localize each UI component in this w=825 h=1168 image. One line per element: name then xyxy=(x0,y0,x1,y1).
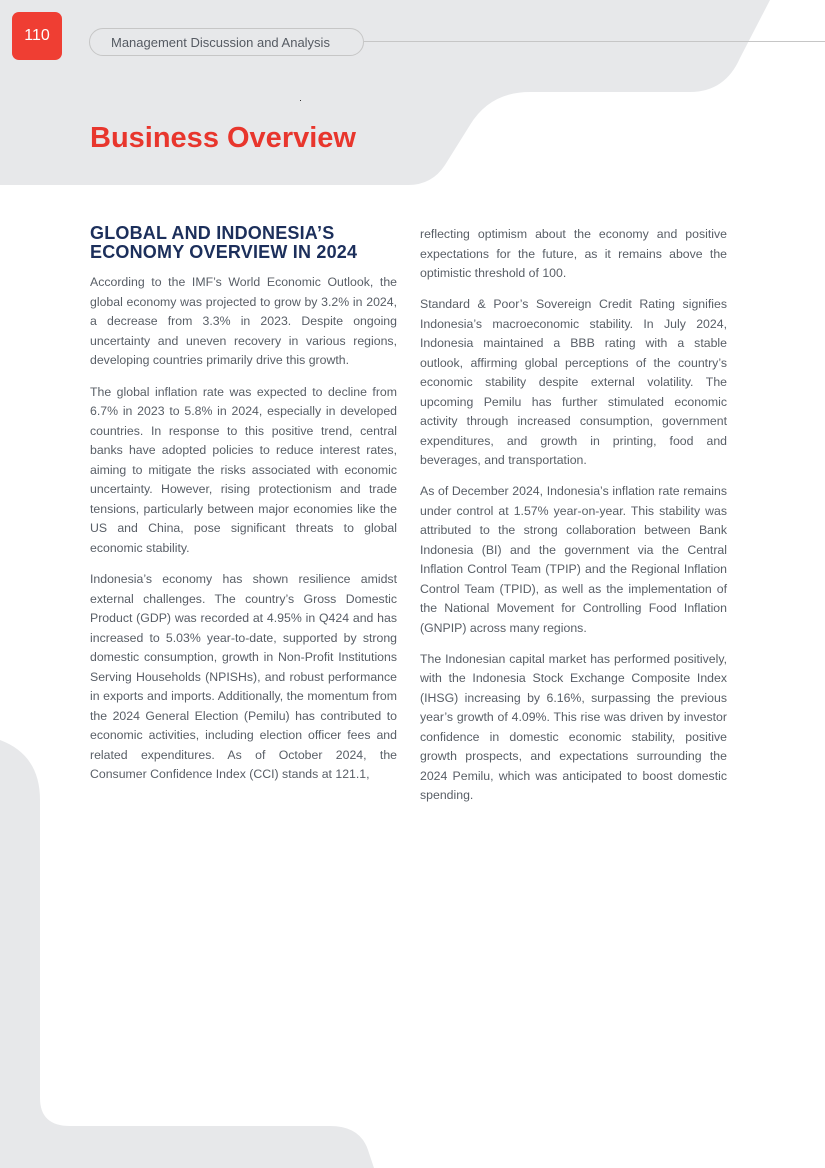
section-heading: GLOBAL AND INDONESIA’S ECONOMY OVERVIEW IN 2024 xyxy=(90,223,358,262)
left-column xyxy=(90,224,397,797)
paragraph: Indonesia’s economy has shown resilience amidst external challenges. The country’s Gross Domestic Product (GDP) was recorded at 4.95% in Q424 and has increased to 5.03% year-to-date, supported by strong domestic consumption, growth in Non-Profit Institutions Serving Households (NPISHs), and robust performance in exports and imports. Additionally, the momentum from the 2024 General Election (Pemilu) has contributed to economic activities, including election officer fees and related expenditures. As of October 2024, the Consumer Confidence Index (CCI) stands at 121.1, xyxy=(90,572,397,781)
paragraph: Standard & Poor’s Sovereign Credit Rating signifies Indonesia’s macroeconomic stability. In July 2024, Indonesia maintained a BBB rating with a stable outlook, affirming global perceptions of the country’s economic stability despite external volatility. The upcoming Pemilu has further stimulated economic activity through increased consumption, government expenditures, and growth in printing, food and beverages, and transportation. xyxy=(420,297,727,467)
paragraph: The global inflation rate was expected to decline from 6.7% in 2023 to 5.8% in 2024, especially in developed countries. In response to this positive trend, central banks have adopted policies to reduce interest rates, aiming to mitigate the risks associated with economic uncertainty. However, rising protectionism and trade tensions, particularly between major economies like the US and China, pose significant threats to global economic stability. xyxy=(90,384,397,555)
paragraph: reflecting optimism about the economy and positive expectations for the future, as it remains above the optimistic threshold of 100. xyxy=(420,227,727,280)
decorative-dot xyxy=(300,100,301,101)
paragraph: According to the IMF’s World Economic Outlook, the global economy was projected to grow by 3.2% in 2024, a decrease from 3.3% in 2023. Despite ongoing uncertainty and uneven recovery in various regions, developing countries primarily drive this growth. xyxy=(90,275,397,367)
paragraph: The Indonesian capital market has performed positively, with the Indonesia Stock Exchange Composite Index (IHSG) increasing by 6.16%, surpassing the previous year’s growth of 4.09%. This rise was driven by investor confidence in domestic economic stability, positive growth prospects, and expectations surrounding the 2024 Pemilu, which was anticipated to boost domestic spending. xyxy=(420,651,727,802)
section-label: Management Discussion and Analysis xyxy=(89,28,364,56)
page-title: Business Overview xyxy=(90,122,356,154)
header-divider xyxy=(364,41,825,42)
footer-band-shape xyxy=(0,740,374,1168)
page-number-badge: 110 xyxy=(12,12,62,60)
paragraph: As of December 2024, Indonesia’s inflation rate remains under control at 1.57% year-on-year. This stability was attributed to the strong collaboration between Bank Indonesia (BI) and the government via the Central Inflation Control Team (TPIP) and the Regional Inflation Control Team (TPID), as well as the implementation of the National Movement for Controlling Food Inflation (GNPIP) across many regions. xyxy=(420,484,727,635)
right-column xyxy=(420,225,727,817)
